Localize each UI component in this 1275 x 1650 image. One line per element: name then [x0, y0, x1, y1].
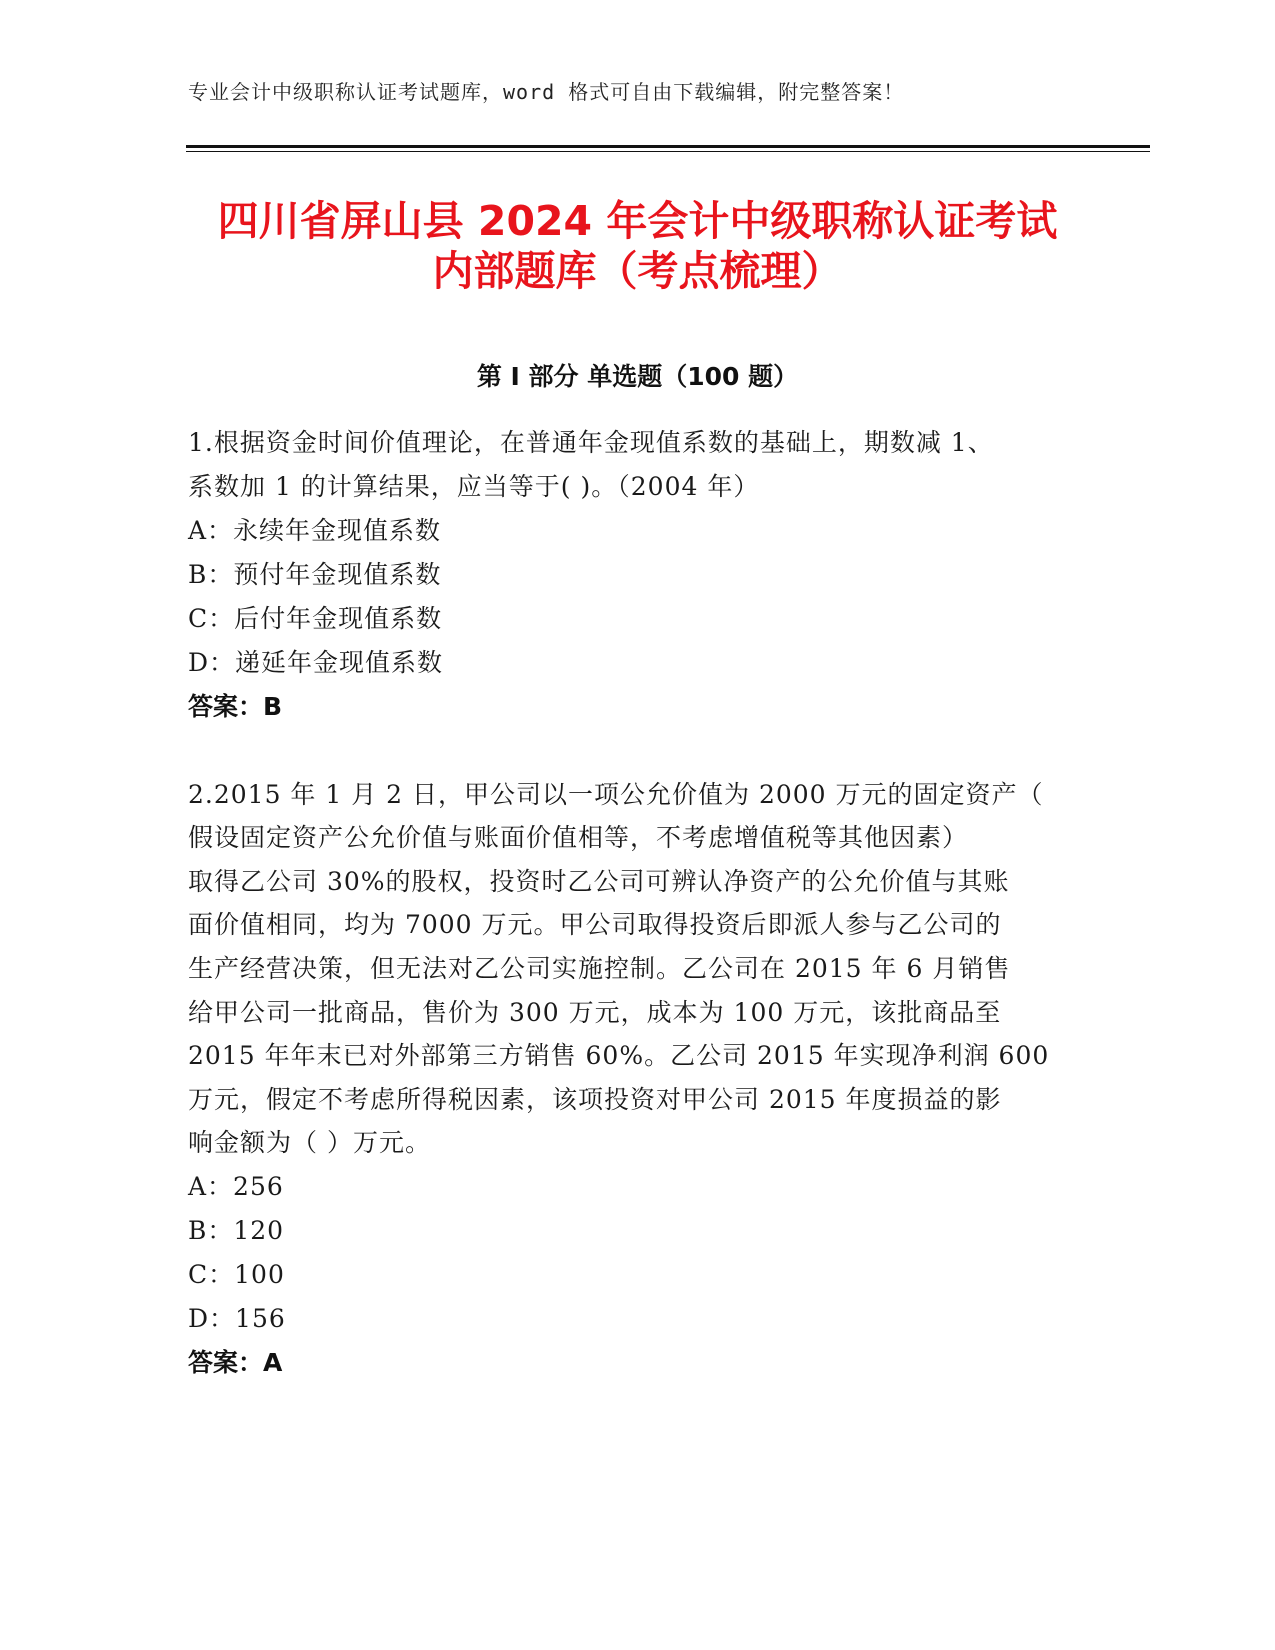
question-2-text-line: 万元，假定不考虑所得税因素，该项投资对甲公司 2015 年度损益的影	[188, 1085, 1002, 1114]
question-1-text-line: 1.根据资金时间价值理论，在普通年金现值系数的基础上，期数减 1、	[188, 428, 994, 457]
question-2-text-line: 取得乙公司 30%的股权，投资时乙公司可辨认净资产的公允价值与其账	[188, 867, 1010, 896]
question-1-option-b: B：预付年金现值系数	[188, 560, 442, 589]
question-1-option-a: A：永续年金现值系数	[188, 516, 442, 545]
question-2-text-line: 给甲公司一批商品，售价为 300 万元，成本为 100 万元，该批商品至	[188, 998, 1002, 1027]
question-1-text-line: 系数加 1 的计算结果，应当等于( )。（2004 年）	[188, 472, 760, 501]
question-2-option-d: D：156	[188, 1304, 286, 1333]
question-2-text-line: 假设固定资产公允价值与账面价值相等，不考虑增值税等其他因素）	[188, 823, 969, 852]
question-2-answer: 答案：A	[188, 1348, 283, 1377]
question-2-option-b: B：120	[188, 1216, 285, 1245]
page-header-text: 专业会计中级职称认证考试题库，word 格式可自由下载编辑，附完整答案！	[188, 80, 905, 104]
question-1-option-c: C：后付年金现值系数	[188, 604, 443, 633]
question-2-text-line: 响金额为（ ）万元。	[188, 1128, 431, 1157]
question-2-option-c: C：100	[188, 1260, 285, 1289]
question-1-option-d: D：递延年金现值系数	[188, 648, 444, 677]
question-2-text-line: 2015 年年末已对外部第三方销售 60%。乙公司 2015 年实现净利润 600	[188, 1041, 1050, 1070]
document-title-line-1: 四川省屏山县 2024 年会计中级职称认证考试	[217, 197, 1058, 245]
question-1-answer: 答案：B	[188, 692, 283, 721]
question-2-text-line: 2.2015 年 1 月 2 日，甲公司以一项公允价值为 2000 万元的固定资产（	[188, 780, 1044, 809]
section-title: 第 I 部分 单选题（100 题）	[476, 362, 799, 391]
question-2-option-a: A：256	[188, 1172, 284, 1201]
question-2-text-line: 生产经营决策，但无法对乙公司实施控制。乙公司在 2015 年 6 月销售	[188, 954, 1011, 983]
document-title-line-2: 内部题库（考点梳理）	[432, 247, 843, 295]
header-rule-thick	[186, 145, 1150, 148]
question-2-text-line: 面价值相同，均为 7000 万元。甲公司取得投资后即派人参与乙公司的	[188, 910, 1002, 939]
header-rule-thin	[186, 151, 1150, 152]
